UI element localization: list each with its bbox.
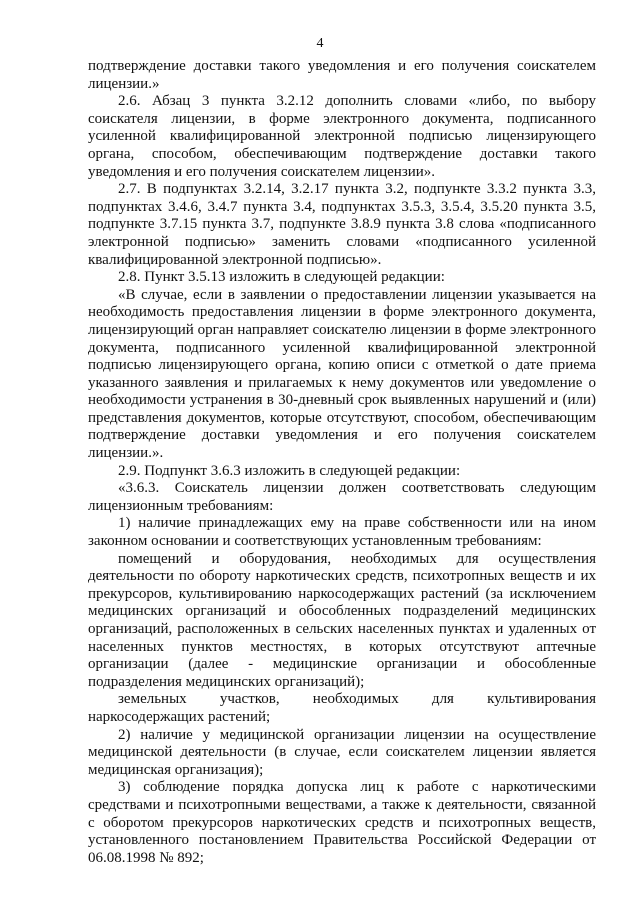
page-number: 4 <box>316 36 324 51</box>
paragraph-continuation: подтверждение доставки такого уведомления и его получения соискателем лицензии.» <box>88 58 596 92</box>
paragraph-2-6: 2.6. Абзац 3 пункта 3.2.12 дополнить словами «либо, по выбору соискателя лицензии, в форме электронного документа, подписанного усиленной квалифицированной электронной подписью лицензирующего органа, способом, обеспечивающим подтверждение доставки такого уведомления и его получения соискателем лицензии». <box>88 93 596 180</box>
paragraph-3-6-3-text: «3.6.3. Соискатель лицензии должен соответствовать следующим лицензионным требованиям: <box>88 480 596 514</box>
list-item-2: 2) наличие у медицинской организации лицензии на осуществление медицинской деятельности (в случае, если соискателем лицензии является медицинская организация); <box>88 726 596 778</box>
list-item-3: 3) соблюдение порядка допуска лиц к работе с наркотическими средствами и психотропными веществами, а также к деятельности, связанной с оборотом прекурсоров наркотических средств и психотропных веществ, установленного постановлением Правительства Российской Федерации от 06.08.1998 № 892; <box>88 779 596 866</box>
paragraph-2-9: 2.9. Подпункт 3.6.3 изложить в следующей редакции: <box>118 462 461 479</box>
paragraph-2-8: 2.8. Пункт 3.5.13 изложить в следующей редакции: <box>118 269 445 286</box>
list-item-1: 1) наличие принадлежащих ему на праве собственности или на ином законном основании и соответствующих установленным требованиям: <box>88 515 596 550</box>
paragraph-2-7: 2.7. В подпунктах 3.2.14, 3.2.17 пункта 3.2, подпункте 3.3.2 пункта 3.3, подпунктах 3.4.6, 3.4.7 пункта 3.4, подпунктах 3.5.3, 3.5.4, 3.5.20 пункта 3.5, подпункте 3.7.15 пункта 3.7, подпункте 3.8.9 пункта 3.8 слова «подписанного электронной подписью» заменить словами «подписанного усиленной квалифицированной электронной подписью». <box>88 181 596 268</box>
document-body <box>88 58 596 867</box>
list-item-1-land: земельных участков, необходимых для культивирования наркосодержащих растений; <box>88 691 596 725</box>
paragraph-3-5-13-text: «В случае, если в заявлении о предоставлении лицензии указывается на необходимость предоставления лицензии в форме электронного документа, лицензирующий орган направляет соискателю лицензии в форме электронного документа, подписанного усиленной квалифицированной электронной подписью лицензирующего органа, копию описи с отметкой о дате приема указанного заявления и прилагаемых к нему документов или уведомление о необходимости устранения в 30-дневный срок выявленных нарушений и (или) представления документов, которые отсутствуют, способом, обеспечивающим подтверждение доставки уведомления и его получения соискателем лицензии.». <box>88 286 596 462</box>
list-item-1-premises: помещений и оборудования, необходимых для осуществления деятельности по обороту наркотических средств, психотропных веществ и их прекурсоров, культивированию наркосодержащих растений (за исключением медицинских организаций и обособленных подразделений медицинских организаций, расположенных в сельских населенных пунктах и удаленных от населенных пунктов местностях, в которых отсутствуют аптечные организации (далее - медицинские организации и обособленные подразделения медицинских организаций); <box>88 550 596 690</box>
